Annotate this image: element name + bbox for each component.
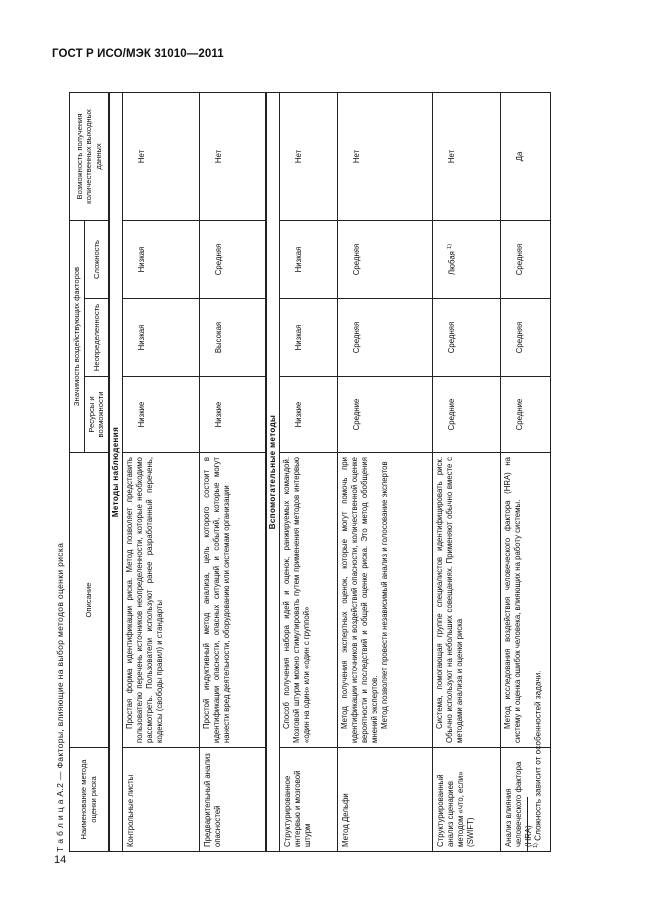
standard-header: ГОСТ Р ИСО/МЭК 31010—2011 — [52, 48, 224, 60]
section-row-observation — [109, 92, 123, 851]
uncertainty-value: Средняя — [433, 299, 501, 377]
uncertainty-value: Низкая — [123, 299, 200, 377]
quantitative-value: Да — [501, 92, 551, 220]
method-description: Простой индуктивный метод анализа, цель которого состоит в идентификации опасности, опасных ситуаций и событий, которые могут нанести вред деятельности, оборудованию или системам организации — [200, 453, 266, 748]
method-description: Метод исследования воздействия человеческого фактора (HRA) на систему и оценка ошибок человека, влияющих на работу системы. — [501, 453, 551, 748]
uncertainty-value: Средняя — [338, 299, 433, 377]
complexity-text: Любая — [447, 251, 457, 275]
method-name: Структурированное интервью и мозговой штурм — [280, 748, 338, 852]
header-row-1 — [70, 92, 85, 851]
section-row-auxiliary — [266, 92, 280, 851]
footnote-marker: 1) — [447, 244, 454, 249]
footnote-text: Сложность зависит от особенностей задачи. — [533, 670, 543, 841]
risk-methods-table — [69, 92, 551, 852]
complexity-value: Средняя — [501, 220, 551, 298]
col-header-uncertainty: Неопределенность — [84, 299, 109, 377]
table-row — [501, 92, 551, 851]
quantitative-value: Нет — [123, 92, 200, 220]
method-description: Система, помогающая группе специалистов идентифицировать риск. Обычно используют на небольших совещаниях. Применяют обычно вместе с методами анализа и оценки риска — [433, 453, 501, 748]
footnote — [533, 671, 543, 848]
method-name: Метод Дельфи — [338, 748, 433, 852]
quantitative-value: Нет — [433, 92, 501, 220]
col-header-complexity: Сложность — [84, 220, 109, 298]
resources-value: Средние — [338, 377, 433, 453]
method-name: Предварительный анализ опасностей — [200, 748, 266, 852]
table-row — [280, 92, 338, 851]
resources-value: Низкие — [200, 377, 266, 453]
resources-value: Низкие — [123, 377, 200, 453]
complexity-value: Низкая — [123, 220, 200, 298]
table-caption: Т а б л и ц а А.2 — Факторы, влияющие на выбор методов оценки риска — [55, 542, 65, 852]
method-description: Простая форма идентификации риска. Метод позволяет представить пользователю перечень источников неопределенности, которые необходимо рассмотреть. Пользователи используют ранее разработанный перечень, кодексы (свободы правил) и стандарты — [123, 453, 200, 748]
resources-value: Низкие — [280, 377, 338, 453]
resources-value: Средние — [501, 377, 551, 453]
uncertainty-value: Низкая — [280, 299, 338, 377]
complexity-value: Средняя — [200, 220, 266, 298]
uncertainty-value: Высокая — [200, 299, 266, 377]
quantitative-value: Нет — [280, 92, 338, 220]
rotated-table-block — [55, 93, 579, 852]
col-header-description: Описание — [70, 453, 110, 748]
table-row — [433, 92, 501, 851]
complexity-value — [433, 220, 501, 298]
complexity-value: Средняя — [338, 220, 433, 298]
method-description: Метод получения экспертных оценок, которые могут помочь при идентификации источников и воздействий опасности, количественной оценке вероятности и последствий и общей оценке риска. Это метод обобщения мнений экспертов. Метод позволяет провести независимый анализ и голосование экспертов — [338, 453, 433, 748]
table-row — [123, 92, 200, 851]
col-header-name: Наименование метода оценки риска — [70, 748, 110, 852]
col-header-resources: Ресурсы и возможности — [84, 377, 109, 453]
col-header-quantitative: Возможность получения количественных выходных данных — [70, 92, 110, 220]
col-header-significance: Значимость воздействующих факторов — [70, 220, 85, 452]
footnote-rule — [527, 797, 528, 852]
complexity-value: Низкая — [280, 220, 338, 298]
quantitative-value: Нет — [200, 92, 266, 220]
method-name: Структурированный анализ сценариев методом «что, если» (SWIFT) — [433, 748, 501, 852]
uncertainty-value: Средняя — [501, 299, 551, 377]
resources-value: Средние — [433, 377, 501, 453]
method-name: Контрольные листы — [123, 748, 200, 852]
footnote-marker: 1) — [533, 843, 539, 848]
table-row — [338, 92, 433, 851]
method-description: Способ получения набора идей и оценок, ранжируемых командой. Мозговой штурм можно стимулировать путем применения методов интервью «один на один» или «один с группой» — [280, 453, 338, 748]
method-name: Анализ влияния человеческого фактора (HRA) — [501, 748, 551, 852]
section-title: Методы наблюдения — [109, 92, 123, 851]
section-title: Вспомогательные методы — [266, 92, 280, 851]
page-number: 14 — [54, 854, 67, 866]
table-row — [200, 92, 266, 851]
quantitative-value: Нет — [338, 92, 433, 220]
